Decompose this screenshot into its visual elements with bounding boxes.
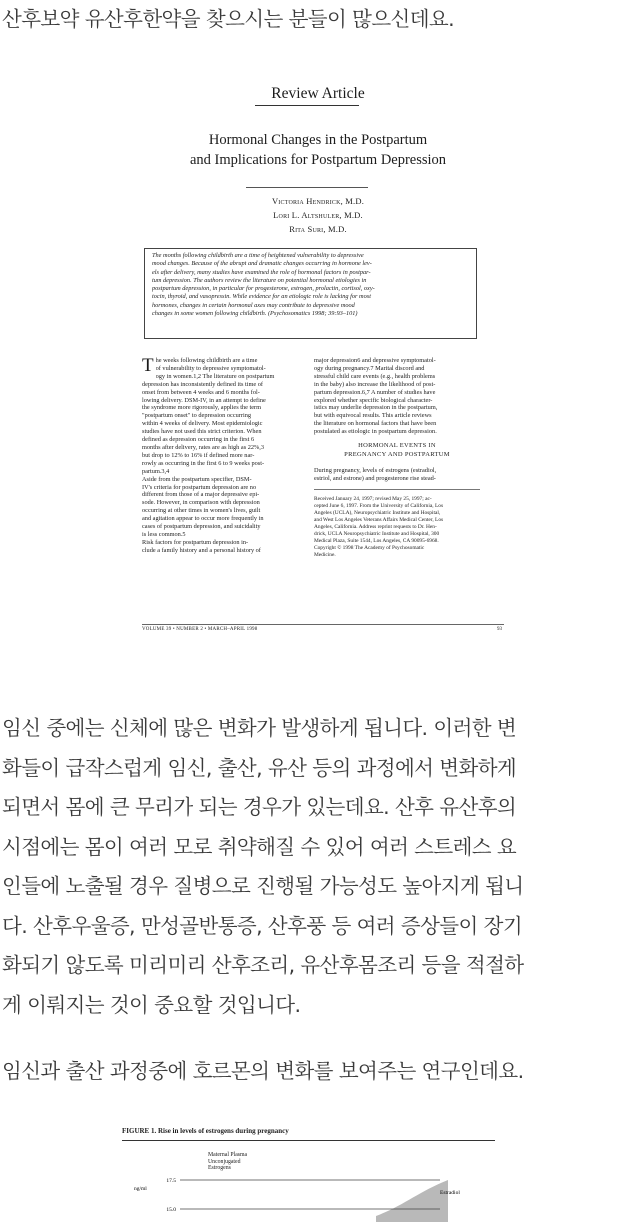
footnote-line: and West Los Angeles Veterans Affairs Medical Center, Los xyxy=(314,516,444,523)
article-left-column xyxy=(142,357,308,555)
body-line: but drop to 12% to 16% if defined more nar- xyxy=(142,451,255,459)
body-line: he weeks following childbirth are a time xyxy=(155,357,258,364)
body-line: in the baby) also increase the likelihood of post- xyxy=(314,380,436,388)
body-line: months after delivery, rates are as high as 22%,3 xyxy=(142,443,264,451)
legend-line: Maternal Plasma xyxy=(208,1152,248,1158)
article-title-line: and Implications for Postpartum Depression xyxy=(189,152,447,168)
series-label-estradiol: Estradiol xyxy=(440,1190,460,1196)
article-title xyxy=(128,130,508,170)
figure-title-rule xyxy=(122,1140,495,1141)
author: Rita Suri, M.D. xyxy=(289,224,347,234)
body-line: During pregnancy, levels of estrogens (estradiol, xyxy=(314,467,437,475)
paragraph-line: 인들에 노출될 경우 질병으로 진행될 가능성도 높아지게 됩니 xyxy=(2,874,524,898)
paragraph-line: 되면서 몸에 큰 무리가 되는 경우가 있는데요. 산후 유산후의 xyxy=(2,795,517,819)
body-line: clude a family history and a personal history of xyxy=(142,546,261,554)
estradiol-area xyxy=(376,1180,448,1222)
paragraph-line: 다. 산후우울증, 만성골반통증, 산후풍 등 여러 증상들이 장기 xyxy=(2,913,523,938)
body-line: Aside from the postpartum specifier, DSM- xyxy=(142,475,252,483)
footnote-line: Medicine. xyxy=(314,551,336,558)
drop-cap: T xyxy=(142,355,154,376)
body-line: partum depression.6,7 A number of studies have xyxy=(314,388,436,396)
body-line: different from those of a major depressive epi- xyxy=(142,491,260,499)
legend-line: Estrogens xyxy=(208,1165,231,1171)
footnote-line: Angeles (UCLA), Neuropsychiatric Institute and Hospital, xyxy=(314,509,441,516)
paragraph-line: 게 이뤄지는 것이 중요할 것입니다. xyxy=(2,992,301,1017)
body-line: ogy in women.1,2 The literature on postpartum xyxy=(155,372,275,380)
author-rule xyxy=(246,187,368,188)
body-line: is less common.5 xyxy=(142,530,186,538)
page-footer-volume: VOLUME 39 • NUMBER 2 • MARCH–APRIL 1998 xyxy=(142,627,258,632)
body-line: explored whether specific biological character- xyxy=(314,396,433,404)
abstract-line: tocin, thyroid, and vasopressin. While evidence for an etiologic role is lacking for most xyxy=(152,293,371,301)
page-footer-rule xyxy=(142,624,504,625)
abstract-line: tum depression. The authors review the literature on potential hormonal etiologies in xyxy=(152,276,367,284)
body-line: ogy during pregnancy.7 Marital discord and xyxy=(314,364,425,372)
article-right-column xyxy=(314,357,480,559)
page-number: 93 xyxy=(497,627,502,632)
body-line: depression has inconsistently defined its time of xyxy=(142,380,264,388)
footnote-line: cepted June 6, 1997. From the University of California, Los xyxy=(314,502,444,509)
abstract-line: hormones, changes in certain hormonal axes may contribute to depressive mood xyxy=(152,301,355,309)
body-line: onset from between 4 weeks and 6 months fol- xyxy=(142,388,260,396)
y-axis-label: ng/ml xyxy=(134,1186,147,1192)
body-line: the literature on hormonal factors that have been xyxy=(314,420,437,428)
abstract-line: mood changes. Because of the abrupt and dramatic changes occurring in hormone lev- xyxy=(152,260,372,268)
body-line: lowing delivery. DSM-IV, in an attempt to define xyxy=(142,396,266,404)
body-line: stressful child care events (e.g., health problems xyxy=(314,372,436,380)
body-line: occurring at other times in women's lives, guilt xyxy=(142,507,261,515)
author: Victoria Hendrick, M.D. xyxy=(271,196,365,206)
article-footnote xyxy=(314,496,480,559)
figure-legend xyxy=(208,1152,247,1172)
article-title-line: Hormonal Changes in the Postpartum xyxy=(208,132,428,148)
body-line: studies have not used this strict criterion. When xyxy=(142,428,262,436)
figure-title: FIGURE 1. Rise in levels of estrogens during pregnancy xyxy=(122,1127,289,1135)
body-line: IV's criteria for postpartum depression are no xyxy=(142,483,257,491)
footnote-line: Received January 24, 1997; revised May 25, 1997; ac- xyxy=(314,495,432,502)
legend-line: Unconjugated xyxy=(208,1158,241,1165)
section-heading-line: PREGNANCY AND POSTPARTUM xyxy=(344,450,450,458)
category-underline xyxy=(255,105,359,106)
author: Lori L. Altshuler, M.D. xyxy=(273,210,363,220)
footnote-rule xyxy=(314,489,480,490)
article-category: Review Article xyxy=(271,85,365,102)
body-line: "postpartum onset" to depression occurring xyxy=(142,412,252,420)
body-line: within 4 weeks of delivery. Most epidemiologic xyxy=(142,420,263,428)
abstract-line: changes in some women following childbirth. (Psychosomatics 1998; 39:93–101) xyxy=(152,310,358,318)
body-line: of vulnerability to depressive symptomatol- xyxy=(155,364,266,372)
footnote-line: Angeles, California. Address reprint requests to Dr. Hen- xyxy=(314,523,437,530)
footnote-line: Medical Plaza, Suite 1544, Los Angeles, CA 90095-6968. xyxy=(314,537,439,544)
body-line: Risk factors for postpartum depression in- xyxy=(142,538,249,546)
article-scan-image xyxy=(128,74,508,634)
paragraph-line: 화되기 않도록 미리미리 산후조리, 유산후몸조리 등을 적절하 xyxy=(2,953,524,977)
ytick-label: 17.5 xyxy=(166,1178,176,1184)
abstract-line: The months following childbirth are a time of heightened vulnerability to depressive xyxy=(152,252,364,259)
body-line: istics may underlie depression in the postpartum, xyxy=(314,404,438,412)
intro-line: 산후보약 유산후한약을 찾으시는 분들이 많으신데요. xyxy=(2,7,455,31)
body-line: but with equivocal results. This article reviews xyxy=(314,412,432,420)
paragraph-line: 임신 중에는 신체에 많은 변화가 발생하게 됩니다. 이러한 변 xyxy=(2,716,517,740)
figure-intro-line: 임신과 출산 과정중에 호르몬의 변화를 보여주는 연구인데요. xyxy=(2,1059,524,1083)
section-heading xyxy=(314,442,480,459)
footnote-line: Copyright © 1998 The Academy of Psychosomatic xyxy=(314,544,425,551)
article-abstract xyxy=(144,248,477,339)
body-line: sode. However, in comparison with depression xyxy=(142,499,260,507)
body-paragraph xyxy=(2,709,632,1025)
body-line: major depression6 and depressive symptomatol- xyxy=(314,357,436,364)
body-line: defined as depression occurring in the first 6 xyxy=(142,436,255,444)
article-authors xyxy=(128,194,508,236)
footnote-line: drick, UCLA Neuropsychiatric Institute and Hospital, 300 xyxy=(314,530,440,537)
abstract-line: postpartum depression, in particular for progesterone, estrogen, prolactin, cortisol, oxy- xyxy=(152,285,375,293)
abstract-line: els after delivery, many studies have examined the role of hormonal factors in postpar- xyxy=(152,268,371,276)
paragraph-line: 화들이 급작스럽게 임신, 출산, 유산 등의 과정에서 변화하게 xyxy=(2,755,517,780)
body-line: partum.3,4 xyxy=(142,467,170,475)
body-line: cases of postpartum depression, and suicidality xyxy=(142,523,261,531)
body-line: rowly as occurring in the first 6 to 9 weeks post- xyxy=(142,459,265,467)
body-line: estriol, and estrone) and progesterone rise stead- xyxy=(314,474,436,482)
body-line: and agitation appear to occur more frequently in xyxy=(142,515,264,523)
paragraph-line: 시점에는 몸이 여러 모로 취약해질 수 있어 여러 스트레스 요 xyxy=(2,834,517,859)
body-line: the syndrome more rigorously, applies the term xyxy=(142,404,262,412)
figure-image xyxy=(118,1118,508,1222)
section-heading-line: HORMONAL EVENTS IN xyxy=(358,442,436,450)
ytick-label: 15.0 xyxy=(166,1207,176,1213)
body-line: postulated as etiologic in postpartum depression. xyxy=(314,428,437,436)
